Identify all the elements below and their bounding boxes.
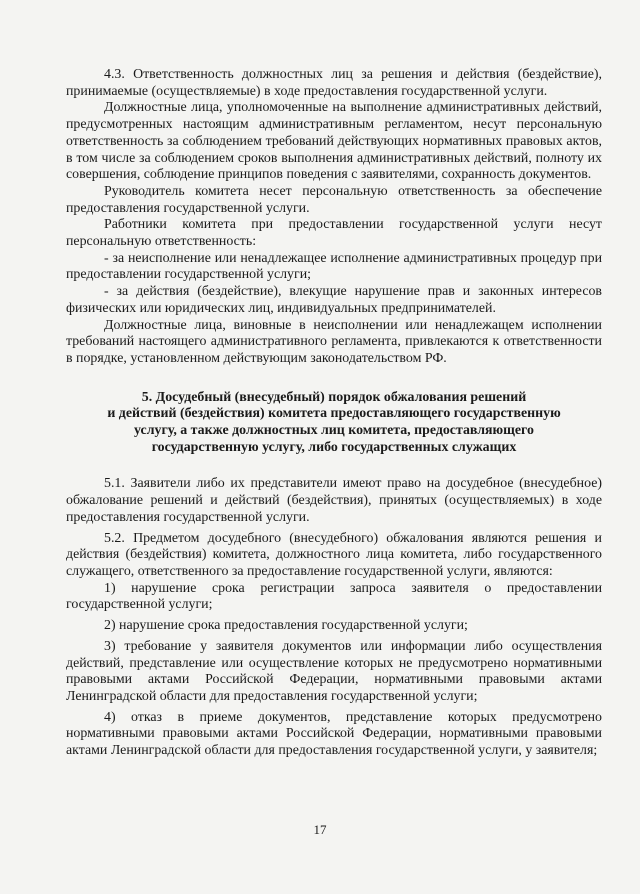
section-title-line: государственную услугу, либо государственных служащих (151, 439, 517, 455)
list-item-4: 4) отказ в приеме документов, представление которых предусмотрено нормативными правовыми актами Российской Федерации, нормативными правовыми актами Ленинградской области для предоставления государственной услуги, у заявителя; (66, 709, 602, 759)
document-body (66, 67, 602, 760)
paragraph-officials-responsibility: Должностные лица, уполномоченные на выполнение административных действий, предусмотренных настоящим административным регламентом, несут персональную ответственность за соблюдением требований действующих нормативных правовых актов, в том числе за соблюдением сроков выполнения административных действий, полноту их совершения, соблюдение принципов поведения с заявителями, сохранность документов. (66, 100, 602, 183)
paragraph-bullet-nonperformance: - за неисполнение или ненадлежащее исполнение административных процедур при предоставлении государственной услуги; (66, 250, 602, 283)
list-item-1: 1) нарушение срока регистрации запроса заявителя о предоставлении государственной услуги; (66, 580, 602, 613)
paragraph-5-2: 5.2. Предметом досудебного (внесудебного) обжалования являются решения и действия (бездействия) комитета, должностного лица комитета, либо государственного служащего, ответственного за предоставление государственной услуги, являются: (66, 530, 602, 579)
paragraph-5-1: 5.1. Заявители либо их представители имеют право на досудебное (внесудебное) обжалование решений и действий (бездействия), принятых (осуществляемых) в ходе предоставления государственной услуги. (66, 476, 602, 525)
paragraph-staff-responsibility: Работники комитета при предоставлении государственной услуги несут персональную ответственность: (66, 217, 602, 250)
list-item-2: 2) нарушение срока предоставления государственной услуги; (104, 618, 468, 634)
section-title-line: и действий (бездействия) комитета предоставляющего государственную (107, 406, 561, 422)
paragraph-head-responsibility: Руководитель комитета несет персональную ответственность за обеспечение предоставления государственной услуги. (66, 183, 602, 216)
section-title-line: услугу, а также должностных лиц комитета, предоставляющего (134, 423, 534, 439)
paragraph-guilty-officials: Должностные лица, виновные в неисполнении или ненадлежащем исполнении требований настоящего административного регламента, привлекаются к ответственности в порядке, установленном действующим законодательством РФ. (66, 317, 602, 366)
section-5-title (66, 390, 602, 457)
page-number: 17 (313, 822, 327, 837)
section-title-line: 5. Досудебный (внесудебный) порядок обжалования решений (141, 389, 527, 405)
list-item-3: 3) требование у заявителя документов или информации либо осуществления действий, представление или осуществление которых не предусмотрено нормативными правовыми актами Российской Федерации, нормативными правовыми актами Ленинградской области для предоставления государственной услуги; (66, 638, 602, 704)
paragraph-bullet-actions: - за действия (бездействие), влекущие нарушение прав и законных интересов физических или юридических лиц, индивидуальных предпринимателей. (66, 284, 602, 316)
paragraph-4-3: 4.3. Ответственность должностных лиц за решения и действия (бездействие), принимаемые (осуществляемые) в ходе предоставления государственной услуги. (66, 67, 602, 99)
